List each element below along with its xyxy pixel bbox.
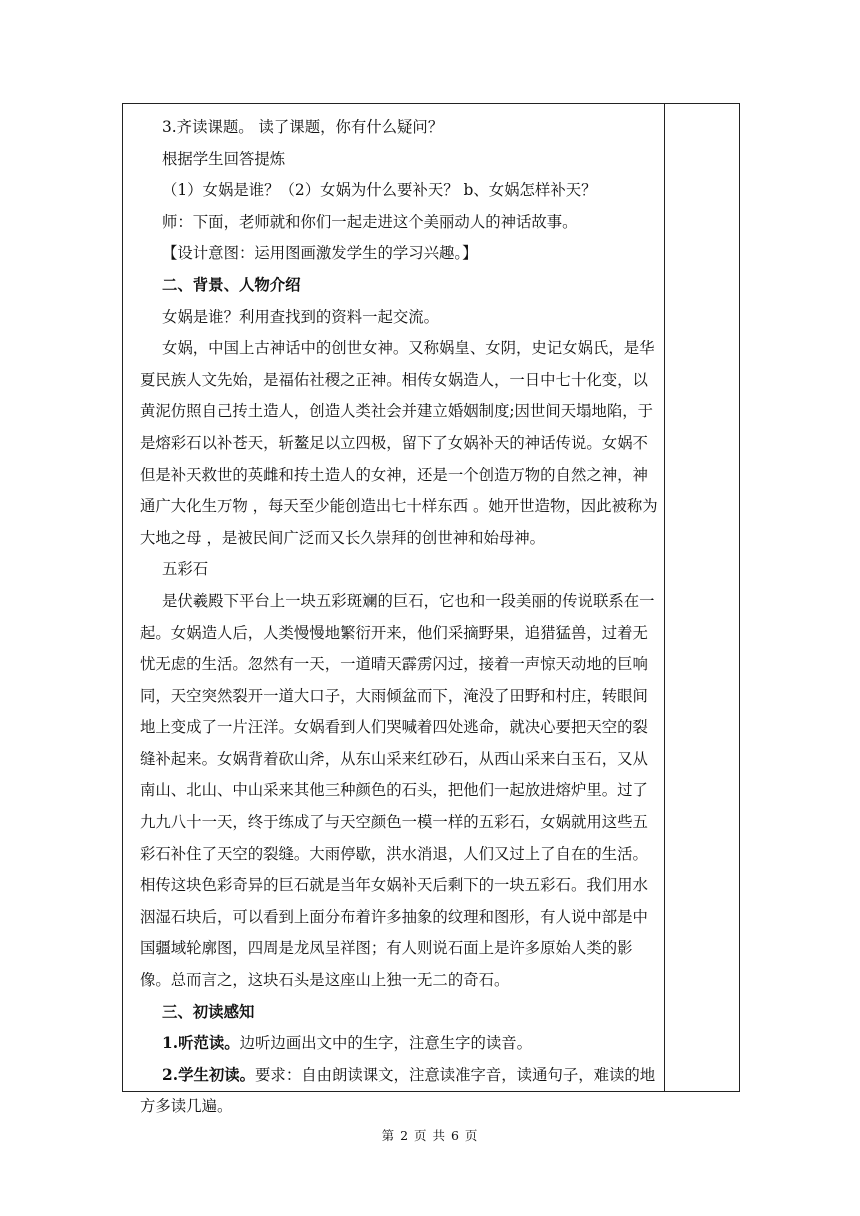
step-1-text: 边听边画出文中的生字，注意生字的读音。 xyxy=(239,1034,533,1053)
paragraph-wucaishi: 是伏羲殿下平台上一块五彩斑斓的巨石，它也和一段美丽的传说联系在一起。女娲造人后，人类慢慢地繁衍开来，他们采摘野果，追猎猛兽，过着无忧无虑的生活。忽然有一天，一道晴天霹雳闪过，接着一声惊天动地的巨响同，天空突然裂开一道大口子，大雨倾盆而下，淹没了田野和村庄，转眼间地上变成了一片汪洋。女娲看到人们哭喊着四处逃命，就决心要把天空的裂缝补起来。女娲背着砍山斧，从东山采来红砂石，从西山采来白玉石，又从南山、北山、中山采来其他三种颜色的石头，把他们一起放进熔炉里。过了九九八十一天，终于练成了与天空颜色一模一样的五彩石，女娲就用这些五彩石补住了天空的裂缝。大雨停歇，洪水消退，人们又过上了自在的生活。相传这块色彩奇异的巨石就是当年女娲补天后剩下的一块五彩石。我们用水洇湿石块后，可以看到上面分布着许多抽象的纹理和图形，有人说中部是中国疆域轮廓图，四周是龙凤呈祥图；有人则说石面上是许多原始人类的影像。总而言之，这块石头是这座山上独一无二的奇石。 xyxy=(140,591,655,990)
text-line: 师：下面，老师就和你们一起走进这个美丽动人的神话故事。 xyxy=(162,212,578,231)
lesson-content xyxy=(140,112,660,1123)
section-heading-2: 二、背景、人物介绍 xyxy=(162,275,301,294)
section-heading-3: 三、初读感知 xyxy=(162,1002,255,1021)
design-intent-note: 【设计意图：运用图画激发学生的学习兴趣。】 xyxy=(162,244,478,263)
step-2-label: 2.学生初读。 xyxy=(162,1065,256,1084)
text-line: 女娲是谁？利用查找到的资料一起交流。 xyxy=(162,307,440,326)
step-1 xyxy=(140,1028,660,1060)
step-2 xyxy=(140,1060,660,1123)
paragraph-nuwa: 女娲，中国上古神话中的创世女神。又称娲皇、女阴，史记女娲氏，是华夏民族人文先始，是福佑社稷之正神。相传女娲造人，一日中七十化变，以黄泥仿照自己抟土造人，创造人类社会并建立婚姻制度;因世间天塌地陷，于是熔彩石以补苍天，斩鳌足以立四极，留下了女娲补天的神话传说。女娲不但是补天救世的英雌和抟土造人的女神，还是一个创造万物的自然之神，神通广大化生万物 ，每天至少能创造出七十样东西 。她开世造物，因此被称为大地之母 ，是被民间广泛而又长久崇拜的创世神和始母神。 xyxy=(140,339,658,547)
subheading-wucaishi: 五彩石 xyxy=(162,560,209,579)
text-line: 根据学生回答提炼 xyxy=(162,149,286,168)
step-1-label: 1.听范读。 xyxy=(162,1034,240,1053)
step-2-text: 要求：自由朗读课文，注意读准字音，读通句子，难读的地方多读几遍。 xyxy=(140,1065,656,1116)
page-footer: 第 2 页 共 6 页 xyxy=(381,1128,479,1143)
text-line: 3.齐读课题。 读了课题，你有什么疑问？ xyxy=(162,118,444,136)
table-column-divider xyxy=(664,103,665,1092)
text-line: （1）女娲是谁？（2）女娲为什么要补天？ b、女娲怎样补天？ xyxy=(162,181,597,200)
